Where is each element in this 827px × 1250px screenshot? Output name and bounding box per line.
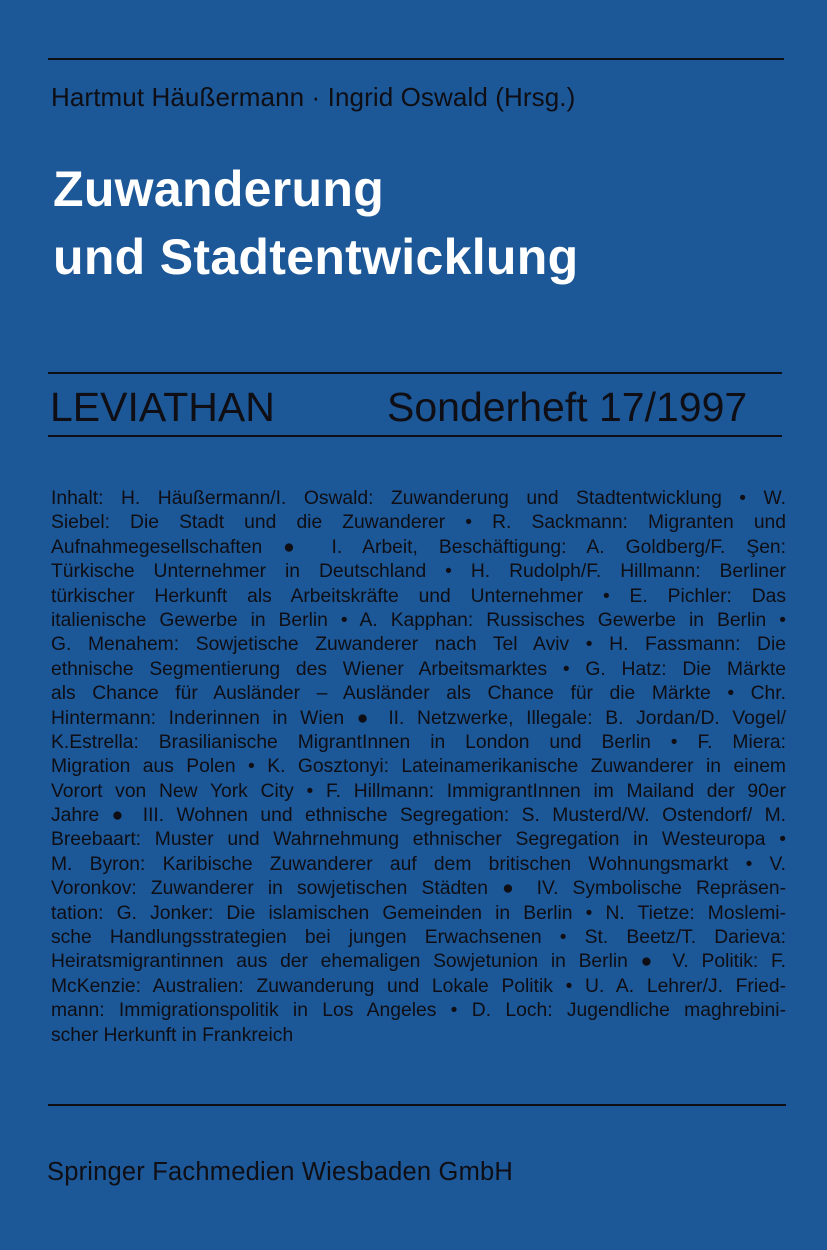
contents-line: italienische Gewerbe in Berlin • A. Kapphan: Russisches Gewerbe in Berlin • xyxy=(51,609,786,631)
publisher-name: Springer Fachmedien Wiesbaden GmbH xyxy=(47,1158,514,1186)
contents-line: ethnische Segmentierung des Wiener Arbeitsmarktes • G. Hatz: Die Märkte xyxy=(51,658,786,680)
contents-line: Migration aus Polen • K. Gosztonyi: Lateinamerikanische Zuwanderer in einem xyxy=(51,756,786,778)
contents-line: Voronkov: Zuwanderer in sowjetischen Städten ● IV. Symbolische Repräsen- xyxy=(51,878,786,900)
contents-line: Heiratsmigrantinnen aus der ehemaligen Sowjetunion in Berlin ● V. Politik: F. xyxy=(51,951,786,973)
contents-line: Jahre ● III. Wohnen und ethnische Segregation: S. Musterd/W. Ostendorf/ M. xyxy=(51,805,786,827)
contents-line: G. Menahem: Sowjetische Zuwanderer nach Tel Aviv • H. Fassmann: Die xyxy=(51,634,786,656)
series-name: LEVIATHAN xyxy=(50,384,275,430)
contents-line: türkischer Herkunft als Arbeitskräfte und Unternehmer • E. Pichler: Das xyxy=(51,585,786,607)
editors-line: Hartmut Häußermann · Ingrid Oswald (Hrsg.) xyxy=(51,82,576,112)
contents-line: sche Handlungsstrategien bei jungen Erwachsenen • St. Beetz/T. Darieva: xyxy=(51,927,786,949)
series-top-rule xyxy=(48,372,782,374)
contents-line: als Chance für Ausländer – Ausländer als Chance für die Märkte • Chr. xyxy=(51,683,786,705)
bottom-rule xyxy=(48,1104,786,1106)
title-line-1: Zuwanderung xyxy=(53,161,385,217)
contents-line: mann: Immigrationspolitik in Los Angeles • D. Loch: Jugendliche maghrebini- xyxy=(51,1000,786,1022)
contents-line: Hintermann: Inderinnen in Wien ● II. Netzwerke, Illegale: B. Jordan/D. Vogel/ xyxy=(51,707,786,729)
contents-line: K.Estrella: Brasilianische MigrantInnen in London und Berlin • F. Miera: xyxy=(51,731,786,753)
contents-line: Siebel: Die Stadt und die Zuwanderer • R. Sackmann: Migranten und xyxy=(51,512,786,534)
contents-line: Türkische Unternehmer in Deutschland • H. Rudolph/F. Hillmann: Berliner xyxy=(51,561,786,583)
contents-line: M. Byron: Karibische Zuwanderer auf dem britischen Wohnungsmarkt • V. xyxy=(51,853,786,875)
series-bottom-rule xyxy=(48,435,782,437)
contents-line: tation: G. Jonker: Die islamischen Gemeinden in Berlin • N. Tietze: Moslemi- xyxy=(51,902,786,924)
series-issue: Sonderheft 17/1997 xyxy=(387,384,748,430)
contents-line: scher Herkunft in Frankreich xyxy=(51,1024,294,1046)
contents-line: Vorort von New York City • F. Hillmann: ImmigrantInnen im Mailand der 90er xyxy=(51,780,786,802)
contents-line: Inhalt: H. Häußermann/I. Oswald: Zuwanderung und Stadtentwicklung • W. xyxy=(51,488,786,509)
contents-line: Aufnahmegesellschaften ● I. Arbeit, Beschäftigung: A. Goldberg/F. Şen: xyxy=(51,536,786,558)
top-rule xyxy=(48,58,784,60)
contents-line: McKenzie: Australien: Zuwanderung und Lokale Politik • U. A. Lehrer/J. Fried- xyxy=(51,975,786,997)
table-of-contents xyxy=(51,487,786,1048)
title-line-2: und Stadtentwicklung xyxy=(53,229,579,285)
contents-line: Breebaart: Muster und Wahrnehmung ethnischer Segregation in Westeuropa • xyxy=(51,829,786,851)
